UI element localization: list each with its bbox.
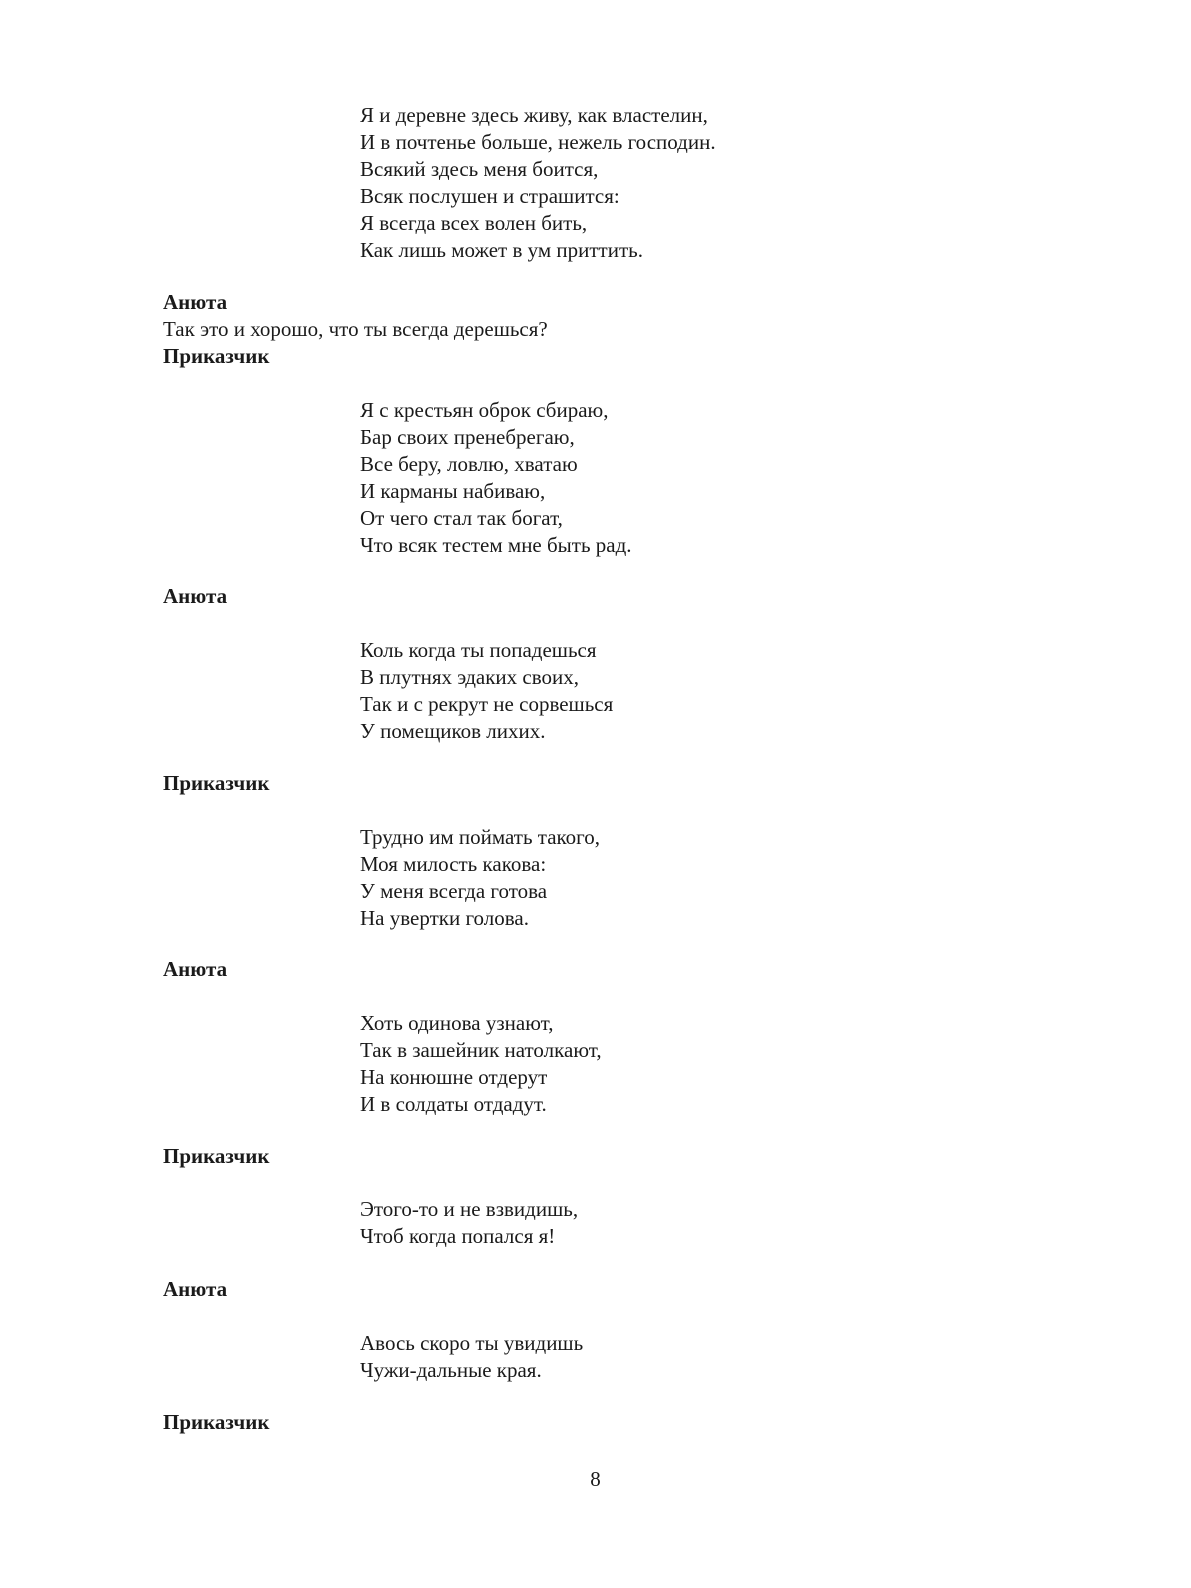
speaker-name: Анюта — [163, 1277, 228, 1301]
verse-line: У меня всегда готова — [360, 879, 548, 903]
stanza — [360, 1196, 578, 1250]
verse-line: Моя милость какова: — [360, 852, 547, 876]
verse-line: От чего стал так богат, — [360, 506, 563, 530]
verse-line: Чтоб когда попался я! — [360, 1224, 556, 1248]
speaker-name: Приказчик — [163, 1144, 270, 1168]
verse-line: И карманы набиваю, — [360, 479, 546, 503]
verse-line: Коль когда ты попадешься — [360, 638, 597, 662]
speaker-name: Приказчик — [163, 344, 270, 368]
verse-line: В плутнях эдаких своих, — [360, 665, 580, 689]
stanza — [360, 102, 716, 264]
verse-line: Я с крестьян оброк сбираю, — [360, 398, 609, 422]
speaker-name: Анюта — [163, 584, 228, 608]
verse-line: И в солдаты отдадут. — [360, 1092, 547, 1116]
verse-line: Как лишь может в ум приттить. — [360, 238, 643, 262]
speaker-name: Анюта — [163, 290, 228, 314]
stanza — [360, 637, 613, 745]
verse-line: Этого-то и не взвидишь, — [360, 1197, 579, 1221]
verse-line: На увертки голова. — [360, 906, 529, 930]
verse-line: Я и деревне здесь живу, как властелин, — [360, 103, 708, 127]
speaker-name: Анюта — [163, 957, 228, 981]
verse-line: Все беру, ловлю, хватаю — [360, 452, 578, 476]
verse-line: Всякий здесь меня боится, — [360, 157, 599, 181]
verse-line: На конюшне отдерут — [360, 1065, 548, 1089]
stanza — [360, 824, 600, 932]
verse-line: Что всяк тестем мне быть рад. — [360, 533, 632, 557]
page-number: 8 — [590, 1467, 601, 1491]
stanza — [360, 1330, 583, 1384]
speaker-name: Приказчик — [163, 1410, 270, 1434]
verse-line: Чужи-дальные края. — [360, 1358, 542, 1382]
verse-line: Трудно им поймать такого, — [360, 825, 601, 849]
stanza — [360, 397, 632, 559]
verse-line: Бар своих пренебрегаю, — [360, 425, 575, 449]
verse-line: Так в зашейник натолкают, — [360, 1038, 602, 1062]
verse-line: Так и с рекрут не сорвешься — [360, 692, 614, 716]
verse-line: Всяк послушен и страшится: — [360, 184, 620, 208]
stanza — [360, 1010, 602, 1118]
verse-line: У помещиков лихих. — [360, 719, 546, 743]
verse-line: И в почтенье больше, нежель господин. — [360, 130, 716, 154]
dialogue-line: Так это и хорошо, что ты всегда дерешься? — [163, 317, 548, 341]
verse-line: Хоть одинова узнают, — [360, 1011, 554, 1035]
speaker-name: Приказчик — [163, 771, 270, 795]
verse-line: Я всегда всех волен бить, — [360, 211, 588, 235]
verse-line: Авось скоро ты увидишь — [360, 1331, 584, 1355]
